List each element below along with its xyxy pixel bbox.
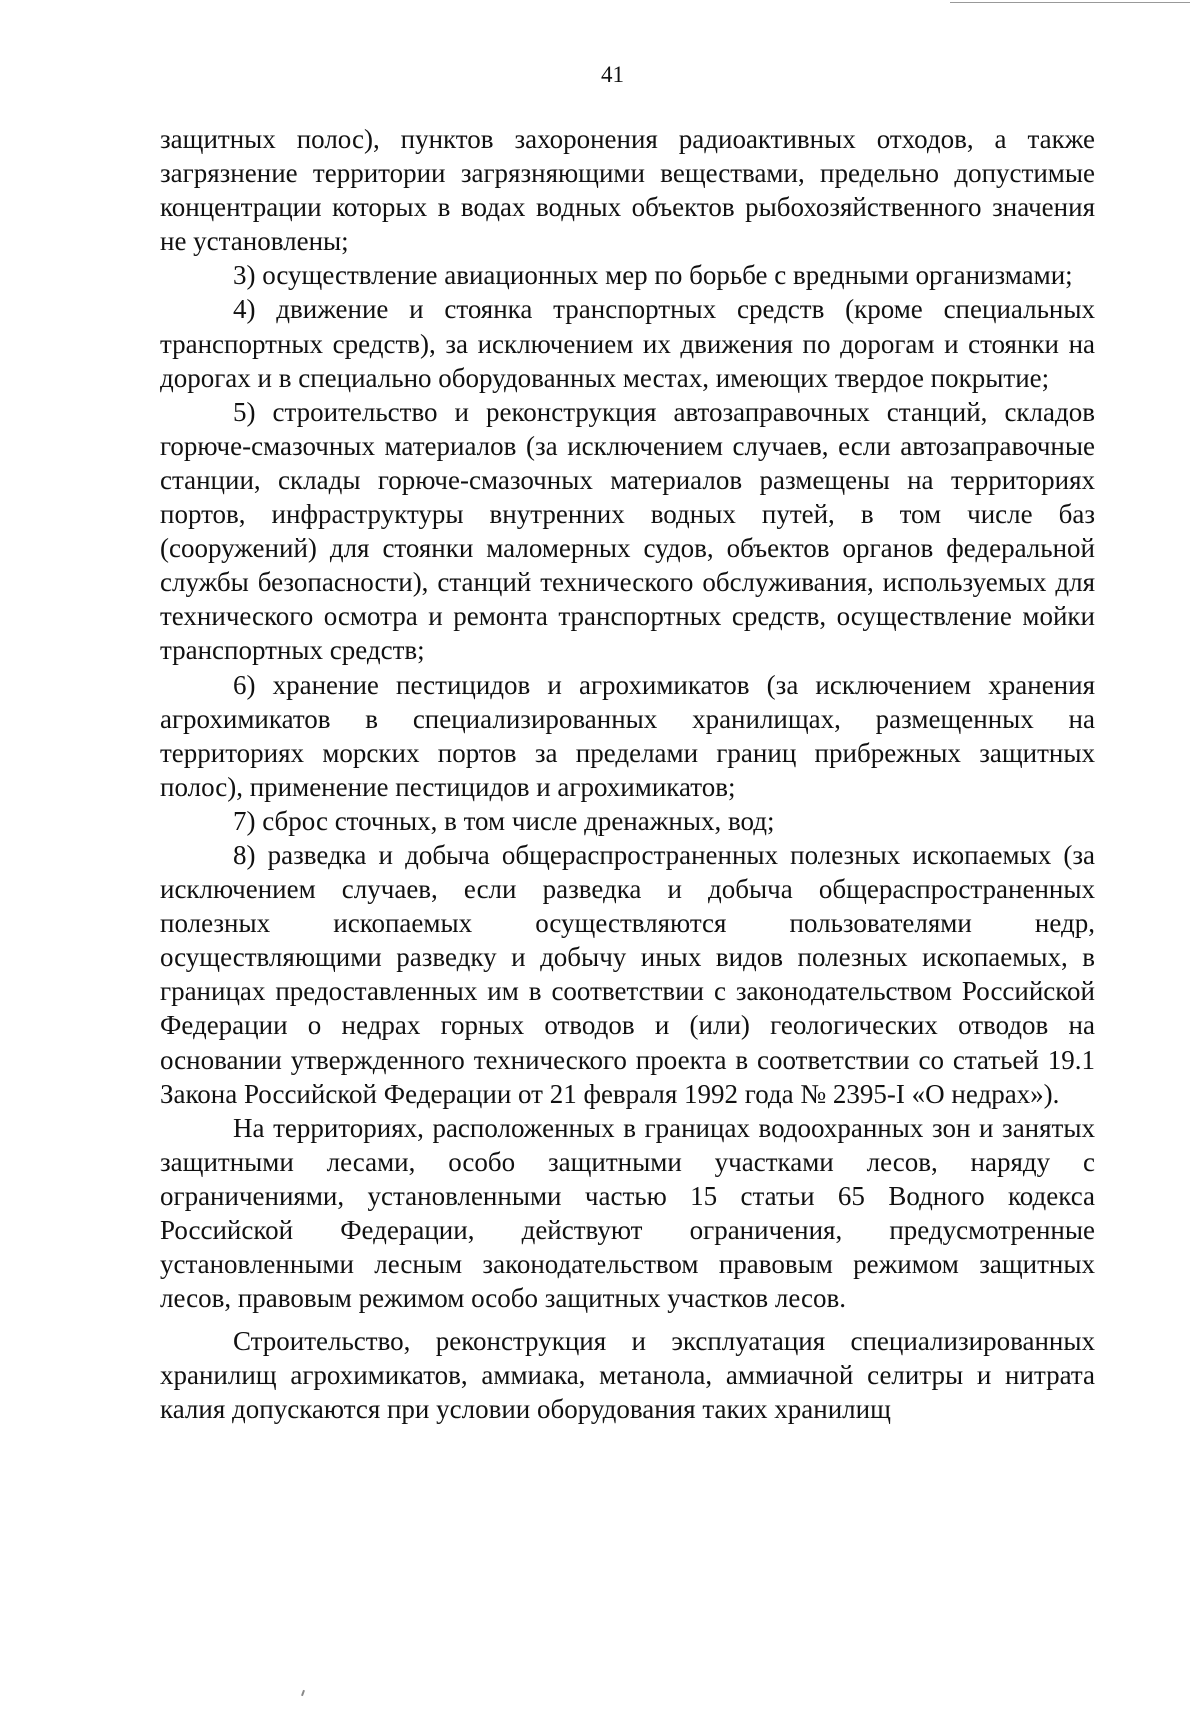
list-item-8: 8) разведка и добыча общераспространенных полезных ископаемых (за исключением случаев, если разведка и добыча общераспространенных полезных ископаемых осуществляются пользователями недр, осуществляющими разведку и добычу иных видов полезных ископаемых, в границах предоставленных им в соответствии с законодательством Российской Федерации о недрах горных отводов и (или) геологических отводов на основании утвержденного технического проекта в соответствии со статьей 19.1 Закона Российской Федерации от 21 февраля 1992 года № 2395-I «О недрах»). bbox=[160, 839, 1095, 1109]
list-item-6: 6) хранение пестицидов и агрохимикатов (за исключением хранения агрохимикатов в специализированных хранилищах, размещенных на территориях морских портов за пределами границ прибрежных защитных полос), применение пестицидов и агрохимикатов; bbox=[160, 669, 1095, 802]
list-item-5: 5) строительство и реконструкция автозаправочных станций, складов горюче-смазочных материалов (за исключением случаев, если автозаправочные станции, склады горюче-смазочных материалов размещены на территориях портов, инфраструктуры внутренних водных путей, в том числе баз (сооружений) для стоянки маломерных судов, объектов органов федеральной службы безопасности), станций технического обслуживания, используемых для технического осмотра и ремонта транспортных средств, осуществление мойки транспортных средств; bbox=[160, 396, 1095, 666]
list-item-7: 7) сброс сточных, в том числе дренажных, вод; bbox=[233, 805, 775, 836]
list-item-3: 3) осуществление авиационных мер по борьбе с вредными организмами; bbox=[233, 260, 1073, 291]
paragraph-storage-facilities: Строительство, реконструкция и эксплуатация специализированных хранилищ агрохимикатов, аммиака, метанола, аммиачной селитры и нитрата калия допускаются при условии оборудования таких хранилищ bbox=[160, 1326, 1095, 1425]
list-item-4: 4) движение и стоянка транспортных средств (кроме специальных транспортных средств), за исключением их движения по дорогам и стоянки на дорогах и в специально оборудованных местах, имеющих твердое покрытие; bbox=[160, 294, 1095, 393]
page-number: 41 bbox=[601, 62, 624, 87]
scan-artifact-mark bbox=[301, 1690, 305, 1696]
paragraph-continuation: защитных полос), пунктов захоронения радиоактивных отходов, а также загрязнение территории загрязняющими веществами, предельно допустимые концентрации которых в водах водных объектов рыбохозяйственного значения не установлены; bbox=[160, 124, 1095, 257]
paragraph-forest-restrictions: На территориях, расположенных в границах водоохранных зон и занятых защитными лесами, особо защитными участками лесов, наряду с ограничениями, установленными частью 15 статьи 65 Водного кодекса Российской Федерации, действуют ограничения, предусмотренные установленными лесным законодательством правовым режимом защитных лесов, правовым режимом особо защитных участков лесов. bbox=[160, 1112, 1095, 1314]
scan-artifact-line bbox=[950, 2, 1190, 3]
document-body bbox=[160, 122, 1095, 1427]
